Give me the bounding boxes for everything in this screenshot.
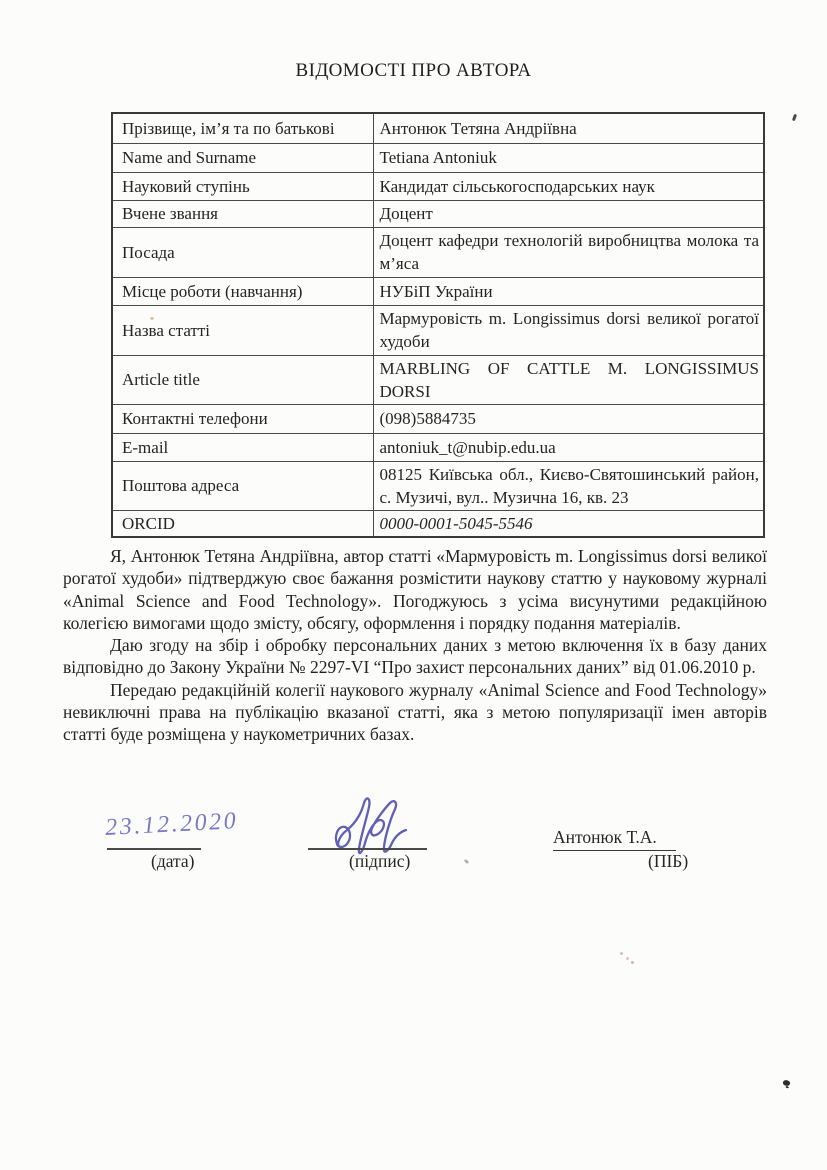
row-label: Поштова адреса bbox=[112, 461, 373, 510]
table-row bbox=[112, 113, 764, 143]
row-value: MARBLING OF CATTLE M. LONGISSIMUS DORSI bbox=[373, 355, 764, 404]
consent-paragraphs bbox=[63, 545, 767, 746]
table-row bbox=[112, 355, 764, 404]
table-row bbox=[112, 305, 764, 355]
table-row bbox=[112, 172, 764, 200]
row-label: Контактні телефони bbox=[112, 404, 373, 433]
date-underline bbox=[107, 848, 201, 850]
table-row bbox=[112, 510, 764, 537]
row-label: Name and Surname bbox=[112, 143, 373, 172]
row-label: ORCID bbox=[112, 510, 373, 537]
scan-speck bbox=[782, 1079, 791, 1088]
consent-paragraph: Даю згоду на збір і обробку персональних даних з метою включення їх в базу даних відповідно до Закону України № 2297-VI “Про захист персональних даних” від 01.06.2010 р. bbox=[63, 635, 767, 678]
scan-speck bbox=[792, 114, 797, 122]
date-caption: (дата) bbox=[151, 851, 195, 871]
document-title: ВІДОМОСТІ ПРО АВТОРА bbox=[295, 60, 532, 81]
row-label: Прізвище, ім’я та по батькові bbox=[112, 113, 373, 143]
row-value: 0000-0001-5045-5546 bbox=[373, 510, 764, 537]
consent-paragraph: Я, Антонюк Тетяна Андріївна, автор статті «Мармуровість m. Longissimus dorsi великої рогатої худоби» підтверджую своє бажання розмістити наукову статтю у науковому журналі «Animal Science and Food Technology». Погоджуюсь з усіма висунутими редакційною колегією вимогами щодо змісту, обсягу, оформлення і порядку подання матеріалів. bbox=[63, 546, 767, 633]
row-label: Посада bbox=[112, 227, 373, 277]
row-value: Доцент кафедри технологій виробництва молока та м’яса bbox=[373, 227, 764, 277]
row-label: Назва статті bbox=[112, 305, 373, 355]
row-label: Науковий ступінь bbox=[112, 172, 373, 200]
scan-speck bbox=[150, 317, 154, 320]
row-value: НУБіП України bbox=[373, 277, 764, 305]
handwritten-date: 23.12.2020 bbox=[104, 808, 239, 842]
row-label: E-mail bbox=[112, 433, 373, 461]
row-value: Мармуровість m. Longissimus dorsi великої рогатої худоби bbox=[373, 305, 764, 355]
row-label: Місце роботи (навчання) bbox=[112, 277, 373, 305]
table-row bbox=[112, 143, 764, 172]
row-value: antoniuk_t@nubip.edu.ua bbox=[373, 433, 764, 461]
row-value: Кандидат сільськогосподарських наук bbox=[373, 172, 764, 200]
row-label: Article title bbox=[112, 355, 373, 404]
table-row bbox=[112, 277, 764, 305]
row-value: 08125 Київська обл., Києво-Святошинський район, с. Музичі, вул.. Музична 16, кв. 23 bbox=[373, 461, 764, 510]
name-caption: (ПІБ) bbox=[648, 851, 689, 871]
row-value: Антонюк Тетяна Андріївна bbox=[373, 113, 764, 143]
author-info-table bbox=[111, 112, 765, 538]
signature-caption: (підпис) bbox=[349, 851, 411, 871]
row-label: Вчене звання bbox=[112, 200, 373, 227]
scan-speck bbox=[620, 952, 623, 955]
table-row bbox=[112, 404, 764, 433]
author-table-body bbox=[112, 113, 764, 537]
table-row bbox=[112, 227, 764, 277]
row-value: Доцент bbox=[373, 200, 764, 227]
table-row bbox=[112, 461, 764, 510]
scan-speck bbox=[464, 859, 470, 865]
table-row bbox=[112, 433, 764, 461]
author-name-underlined: Антонюк Т.А. bbox=[553, 827, 676, 851]
row-value: Tetiana Antoniuk bbox=[373, 143, 764, 172]
table-row bbox=[112, 200, 764, 227]
consent-paragraph: Передаю редакційній колегії наукового журналу «Animal Science and Food Technology» невиключні права на публікацію вказаної статті, яка з метою популяризації імен авторів статті буде розміщена у наукометричних базах. bbox=[63, 679, 767, 745]
signature-underline bbox=[308, 848, 427, 850]
row-value: (098)5884735 bbox=[373, 404, 764, 433]
